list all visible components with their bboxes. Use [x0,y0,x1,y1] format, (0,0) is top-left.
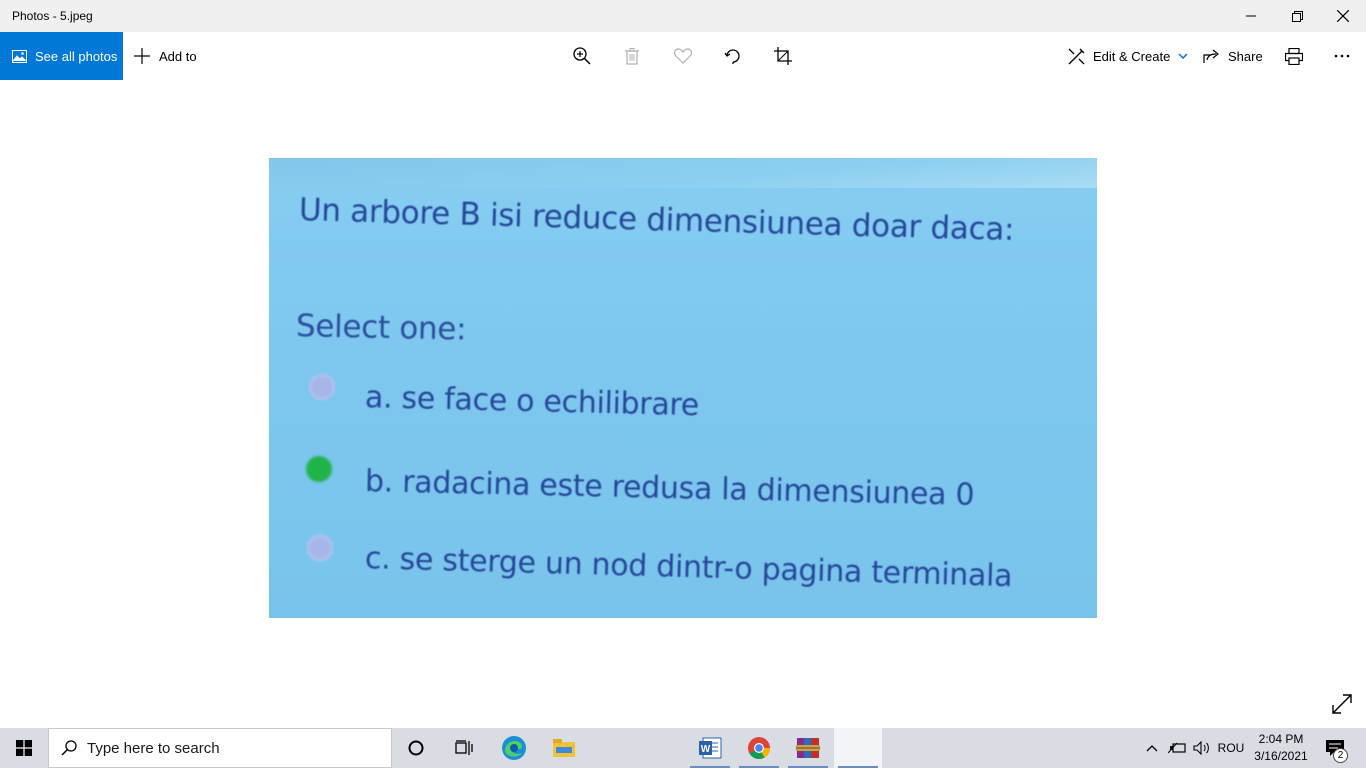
speaker-icon [1193,741,1210,755]
volume-button[interactable] [1190,728,1212,768]
zoom-button[interactable] [570,44,594,68]
rotate-button[interactable] [721,44,745,68]
windows-taskbar [0,728,1366,768]
option-b-radio-selected [306,456,332,482]
word-taskbar-button[interactable] [686,728,734,768]
cortana-button[interactable] [392,728,440,768]
heart-icon [674,48,692,64]
chevron-up-icon [1146,745,1158,752]
minimize-icon [1246,11,1256,21]
restore-button[interactable] [1274,0,1320,32]
option-b-label: b. radacina este redusa la dimensiunea 0 [364,464,975,513]
search-input[interactable] [87,740,377,757]
share-button[interactable] [1203,32,1263,80]
clock-time: 2:04 PM [1258,732,1304,746]
zoom-in-icon [573,47,591,65]
edit-create-label: Edit & Create [1093,48,1171,64]
edit-create-button[interactable] [1068,32,1188,80]
show-hidden-icons-button[interactable] [1142,728,1162,768]
edge-taskbar-button[interactable] [490,728,538,768]
chrome-icon [747,736,771,760]
input-language-button[interactable] [1214,728,1248,768]
expand-icon [1330,692,1354,716]
plus-icon [134,48,150,64]
fullscreen-button[interactable] [1330,692,1354,716]
edge-browser-icon [501,735,527,761]
cortana-circle-icon [408,740,424,756]
folder-icon [552,738,576,758]
start-button[interactable] [0,728,48,768]
more-options-button[interactable] [1330,44,1354,68]
svg-text:W: W [700,744,711,755]
photo-viewer-image[interactable] [269,158,1097,618]
favorite-button[interactable] [671,44,695,68]
share-label: Share [1228,48,1263,64]
printer-icon [1285,48,1303,65]
battery-icon [1168,742,1186,754]
crop-icon [774,47,792,65]
see-all-photos-label: See all photos [35,48,118,64]
network-battery-button[interactable] [1166,728,1188,768]
language-label: ROU [1217,741,1245,755]
add-to-button[interactable] [134,32,197,80]
close-button[interactable] [1320,0,1366,32]
task-view-button[interactable] [440,728,488,768]
print-button[interactable] [1282,44,1306,68]
see-all-photos-button[interactable] [0,32,123,80]
select-one-prompt: Select one: [295,308,467,348]
search-icon [61,740,77,756]
action-center-button[interactable] [1318,728,1352,768]
winrar-taskbar-button[interactable] [784,728,832,768]
word-icon [698,737,722,759]
rotate-icon [724,47,742,65]
minimize-button[interactable] [1228,0,1274,32]
delete-button[interactable] [620,44,644,68]
file-explorer-taskbar-button[interactable] [540,728,588,768]
chevron-down-icon [1178,53,1188,59]
windows-logo-icon [16,740,32,756]
window-title: Photos - 5.jpeg [12,9,93,23]
title-bar [0,0,1366,32]
option-c-label: c. se sterge un nod dintr-o pagina terminala [364,541,1013,595]
photo-toolbar [0,32,1366,80]
trash-icon [625,48,639,65]
clock-button[interactable] [1250,731,1312,765]
taskbar-search-box[interactable] [48,728,392,768]
option-a-label: a. se face o echilibrare [364,380,700,424]
share-icon [1203,49,1220,64]
crop-button[interactable] [771,44,795,68]
edit-icon [1068,48,1085,65]
question-text: Un arbore B isi reduce dimensiunea doar daca: [298,192,1015,248]
restore-icon [1292,11,1303,22]
more-icon [1334,54,1350,58]
option-a-radio [309,374,335,400]
photos-taskbar-button[interactable] [834,728,882,768]
winrar-archive-icon [796,737,820,759]
clock-date: 3/16/2021 [1254,749,1308,763]
task-view-icon [455,740,473,756]
close-icon [1337,10,1349,22]
option-c-radio [307,535,333,561]
photos-app-icon [848,740,868,756]
photo-icon [12,50,27,63]
notification-count-badge: 2 [1333,748,1348,763]
chrome-taskbar-button[interactable] [735,728,783,768]
add-to-label: Add to [159,48,197,64]
